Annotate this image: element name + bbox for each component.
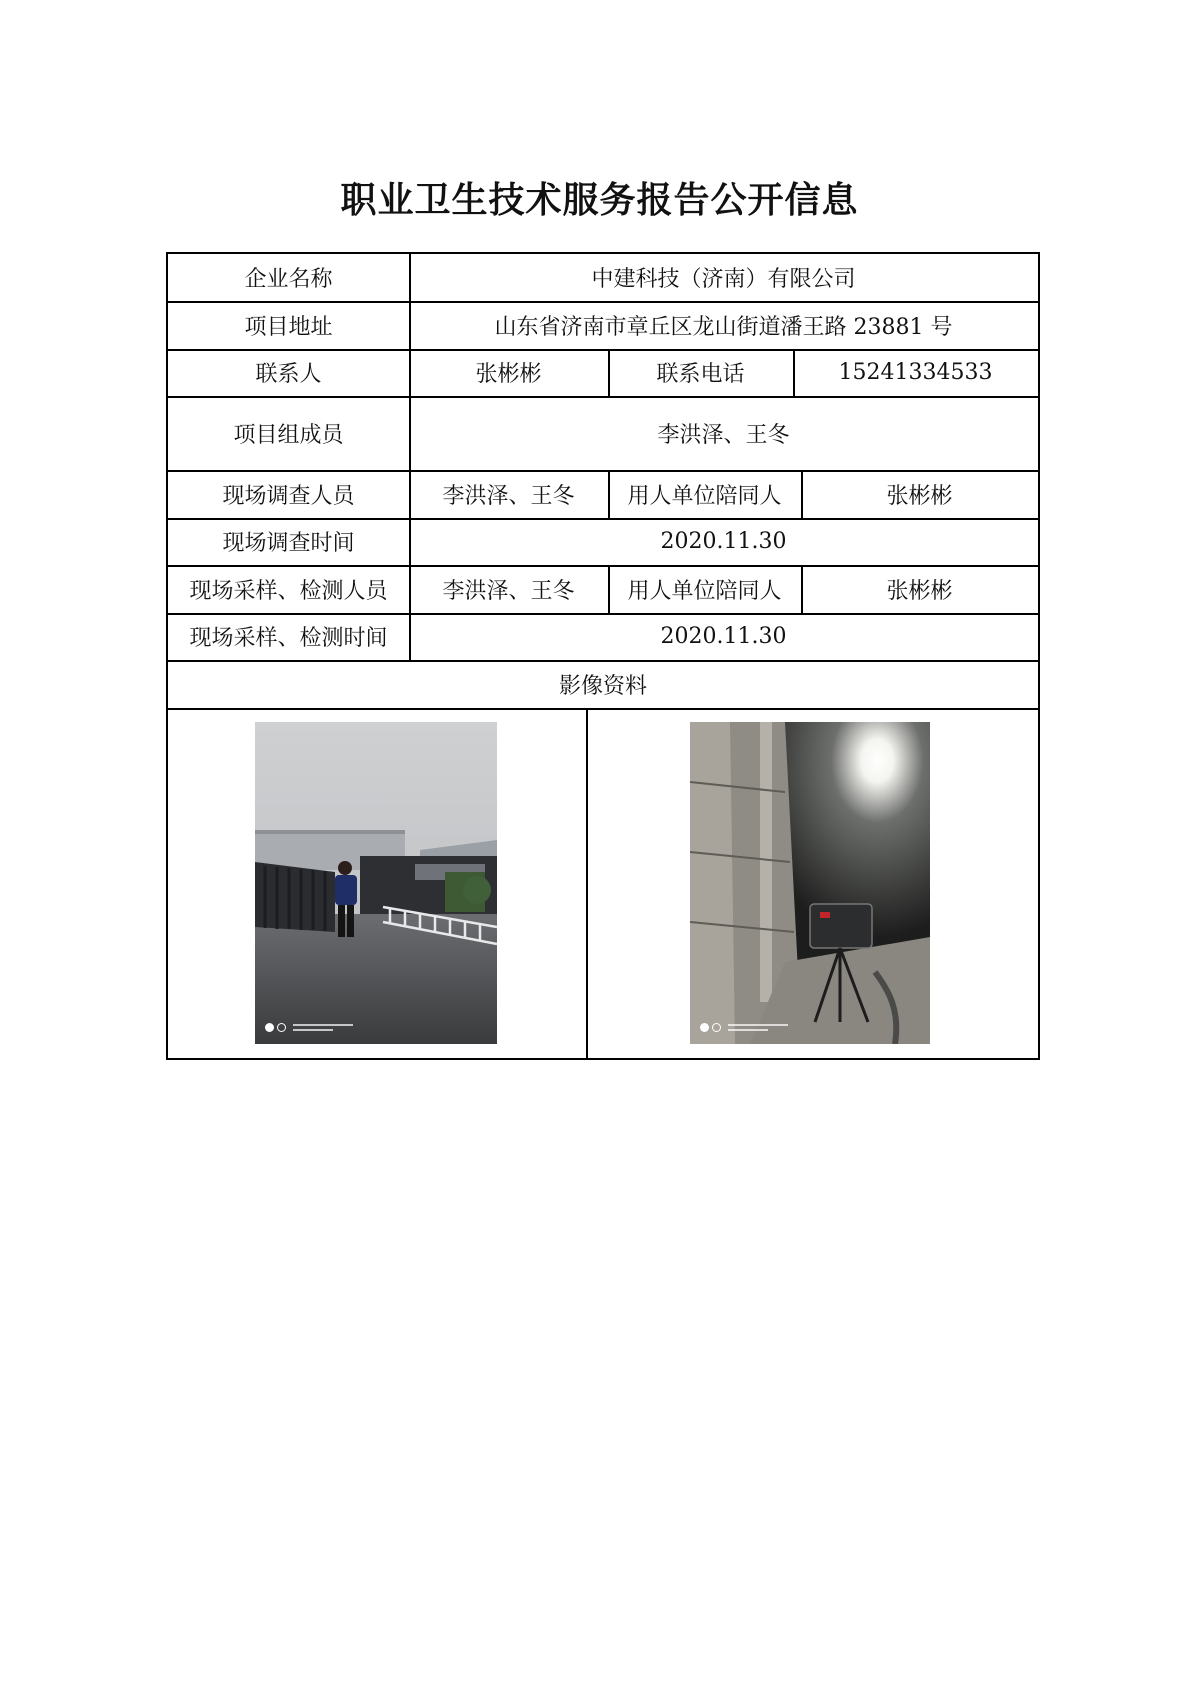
survey-staff-label: 现场调查人员: [222, 483, 355, 509]
survey-time-label: 现场调查时间: [222, 531, 355, 556]
sampling-staff-value: 李洪泽、王冬: [442, 578, 575, 604]
contact-value: 张彬彬: [475, 362, 542, 387]
survey-staff-value: 李洪泽、王冬: [442, 483, 575, 509]
row-divider: [168, 708, 1038, 710]
phone-label: 联系电话: [656, 362, 745, 387]
info-table: [166, 252, 1040, 1060]
company-label: 企业名称: [244, 267, 333, 292]
column-divider: [586, 708, 588, 1058]
site-entrance-photo: [255, 722, 497, 1044]
survey-companion-value: 张彬彬: [886, 483, 953, 509]
members-label: 项目组成员: [233, 422, 344, 448]
survey-companion-label: 用人单位陪同人: [627, 483, 782, 509]
sampling-staff-label: 现场采样、检测人员: [189, 578, 388, 604]
sampling-companion-label: 用人单位陪同人: [627, 578, 782, 604]
sampling-companion-value: 张彬彬: [886, 578, 953, 604]
sampling-time-label: 现场采样、检测时间: [189, 626, 388, 651]
survey-time-value: 2020.11.30: [660, 529, 787, 554]
phone-value: 15241334533: [838, 360, 993, 385]
members-value: 李洪泽、王冬: [657, 422, 790, 448]
address-label: 项目地址: [244, 314, 333, 340]
page-title: 职业卫生技术服务报告公开信息: [340, 180, 859, 221]
contact-label: 联系人: [255, 362, 322, 387]
address-value: 山东省济南市章丘区龙山街道潘王路 23881 号: [494, 314, 953, 340]
images-label: 影像资料: [558, 673, 647, 699]
company-value: 中建科技（济南）有限公司: [591, 267, 856, 292]
sampling-time-value: 2020.11.30: [660, 624, 787, 649]
monitoring-equipment-photo: [690, 722, 930, 1044]
